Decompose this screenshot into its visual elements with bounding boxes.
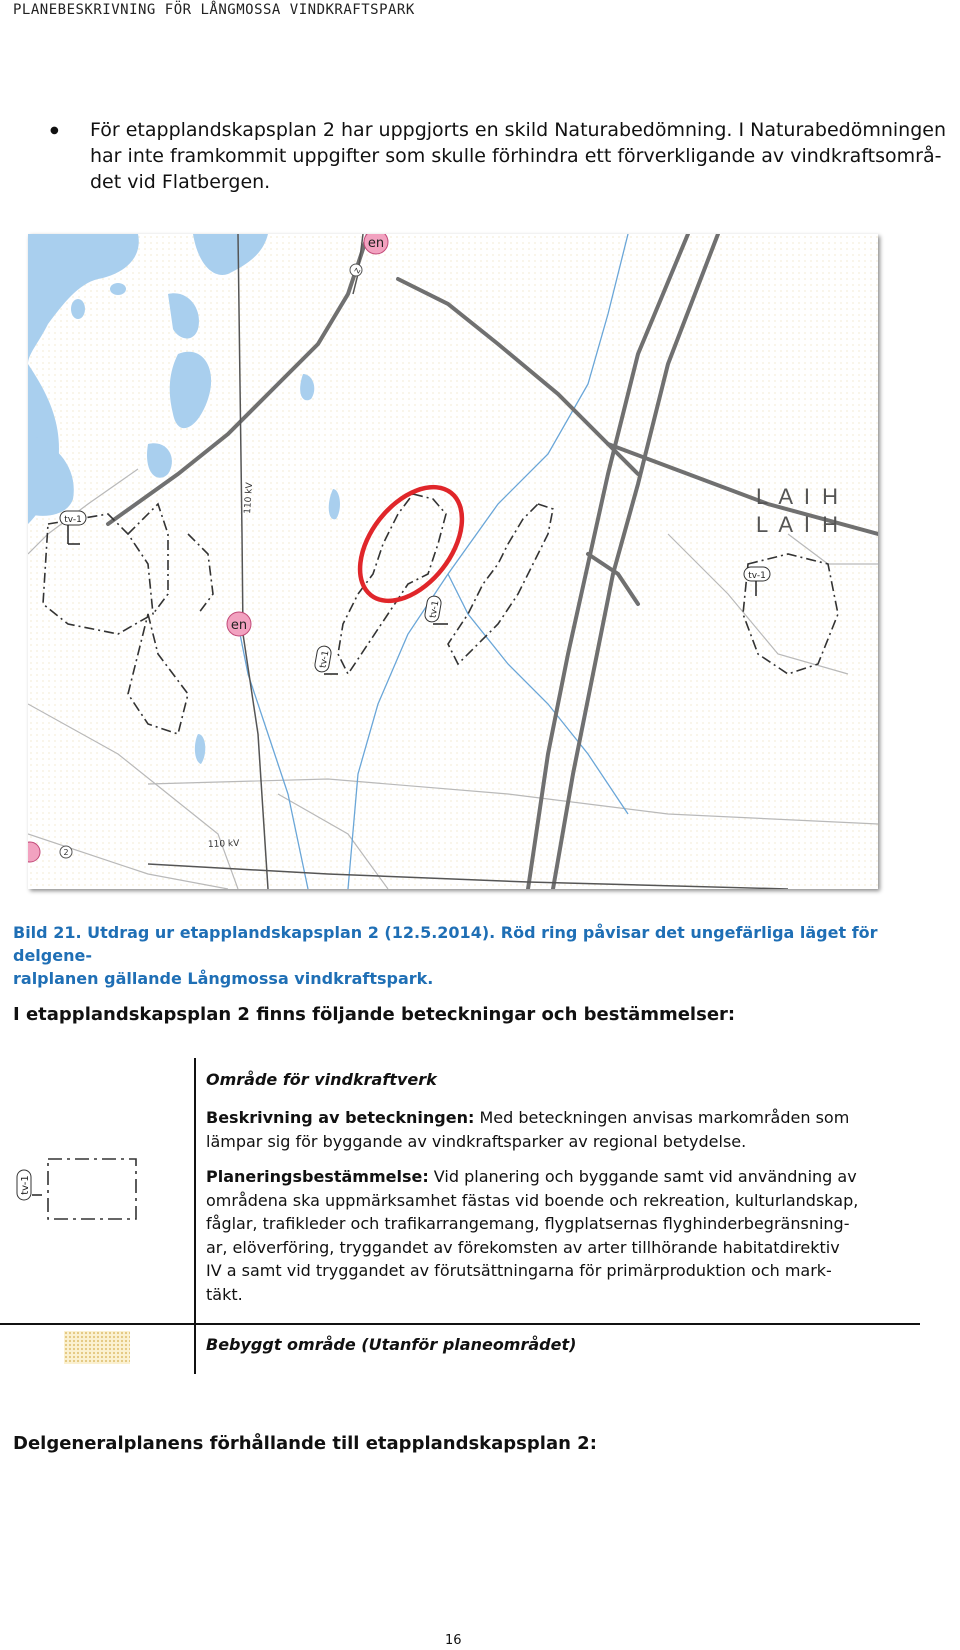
built-area-swatch bbox=[64, 1331, 130, 1364]
rule-line: IV a samt vid tryggandet av förutsättningarna för primärproduktion och mark- bbox=[206, 1261, 832, 1280]
laih-label-2: L A I H bbox=[756, 512, 842, 537]
rule-line: områdena ska uppmärksamhet fästas vid boende och rekreation, kulturlandskap, bbox=[206, 1190, 859, 1210]
table-horizontal-divider bbox=[0, 1323, 920, 1325]
rule-line: fåglar, trafikleder och trafikarrangemang, flygplatsernas flyghinderbegränsning- bbox=[206, 1214, 850, 1233]
figure-caption bbox=[13, 921, 948, 990]
rule-line: Vid planering och byggande samt vid användning av bbox=[428, 1167, 857, 1186]
laih-label-1: L A I H bbox=[756, 484, 842, 509]
kv-label-1: 110 kV bbox=[243, 482, 256, 515]
en-label-mid: en bbox=[230, 618, 248, 633]
bottom-heading: Delgeneralplanens förhållande till etapplandskapsplan 2: bbox=[13, 1433, 597, 1454]
en-marker-mid bbox=[227, 612, 251, 636]
map-excerpt bbox=[28, 234, 878, 889]
bullet-line: har inte framkommit uppgifter som skulle förhindra ett förverkligande av vindkraftsområ- bbox=[90, 145, 942, 167]
legend-built-title: Bebyggt område (Utanför planeområdet) bbox=[206, 1335, 577, 1354]
svg-text:tv-1: tv-1 bbox=[748, 571, 766, 581]
bullet-line: För etapplandskapsplan 2 har uppgjorts en skild Naturabedömning. I Naturabedömningen bbox=[90, 119, 947, 141]
legend-wind-title: Område för vindkraftverk bbox=[206, 1070, 437, 1089]
desc-line: lämpar sig för byggande av vindkraftsparker av regional betydelse. bbox=[206, 1131, 747, 1151]
z-label: z bbox=[352, 266, 364, 276]
svg-text:tv-1: tv-1 bbox=[318, 649, 332, 669]
section-heading: I etapplandskapsplan 2 finns följande beteckningar och bestämmelser: bbox=[13, 1004, 736, 1025]
caption-line: Bild 21. Utdrag ur etapplandskapsplan 2 (12.5.2014). Röd ring påvisar det ungefärliga läget för delgene- bbox=[13, 923, 878, 965]
caption-line: ralplanen gällande Långmossa vindkraftspark. bbox=[13, 969, 434, 988]
rule-line: täkt. bbox=[206, 1284, 243, 1304]
legend-description bbox=[206, 1106, 906, 1153]
en-label-top: en bbox=[367, 236, 385, 251]
page-header: PLANEBESKRIVNING FÖR LÅNGMOSSA VINDKRAFTSPARK bbox=[13, 2, 415, 18]
en-marker-top bbox=[364, 234, 388, 254]
bullet-line: det vid Flatbergen. bbox=[90, 171, 271, 193]
svg-text:tv-1: tv-1 bbox=[64, 515, 82, 525]
svg-text:tv-1: tv-1 bbox=[428, 599, 442, 619]
legend-planning-rule bbox=[206, 1165, 906, 1306]
page-number: 16 bbox=[445, 1633, 462, 1648]
wind-area-symbol bbox=[12, 1155, 142, 1229]
num-label: 2 bbox=[63, 848, 69, 857]
desc-line: Med beteckningen anvisas markområden som bbox=[474, 1108, 850, 1127]
desc-label: Beskrivning av beteckningen: bbox=[206, 1108, 475, 1127]
symbol-tv-label: tv-1 bbox=[20, 1175, 31, 1195]
kv-label-2: 110 kV bbox=[207, 838, 240, 850]
rule-line: ar, elöverföring, tryggandet av förekomsten av arter tillhörande habitatdirektiv bbox=[206, 1237, 840, 1257]
bullet-dot-icon: ● bbox=[50, 125, 59, 136]
bullet-text bbox=[90, 117, 950, 195]
table-vertical-divider bbox=[194, 1058, 196, 1374]
rule-label: Planeringsbestämmelse: bbox=[206, 1167, 429, 1186]
